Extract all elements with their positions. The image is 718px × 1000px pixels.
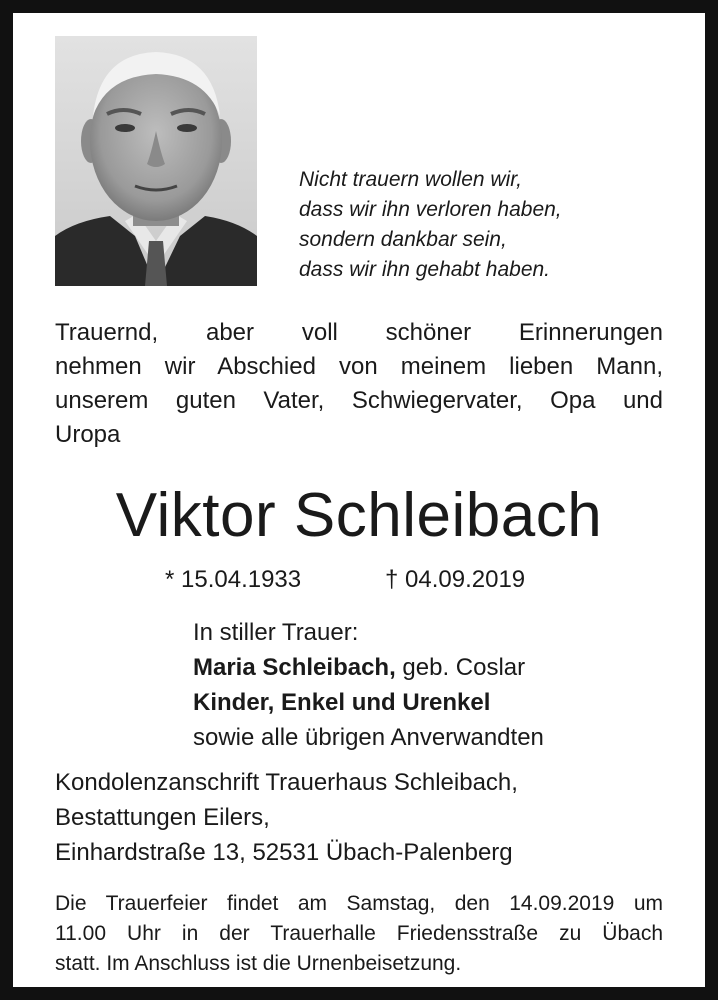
portrait-photo <box>55 36 257 286</box>
spouse-name: Maria Schleibach, <box>193 654 396 681</box>
portrait-image <box>55 36 257 286</box>
intro-line: Trauernd, aber voll schöner Erinnerungen <box>55 319 663 346</box>
death-date: † 04.09.2019 <box>385 566 526 593</box>
deceased-name: Viktor Schleibach <box>115 481 603 550</box>
poem-line: dass wir ihn verloren haben, <box>299 198 562 221</box>
funeral-line: statt. Im Anschluss ist die Urnenbeisetzung. <box>55 952 462 975</box>
family-line <box>193 685 544 720</box>
spouse-maiden-name: geb. Coslar <box>395 654 526 681</box>
mourners-heading: In stiller Trauer: <box>193 619 359 646</box>
spouse-line <box>193 650 544 685</box>
poem-line: dass wir ihn gehabt haben. <box>299 258 551 281</box>
address-line: Einhardstraße 13, 52531 Übach-Palenberg <box>55 839 513 866</box>
poem-line: Nicht trauern wollen wir, <box>299 168 522 191</box>
intro-line: nehmen wir Abschied von meinem lieben Mann, <box>55 353 663 380</box>
intro-line: Uropa <box>55 421 121 448</box>
intro-paragraph <box>55 316 663 452</box>
address-line: Bestattungen Eilers, <box>55 804 270 831</box>
funeral-info <box>55 889 663 979</box>
memorial-poem <box>299 165 629 285</box>
intro-line: unserem guten Vater, Schwiegervater, Opa und <box>55 387 663 414</box>
condolence-address <box>55 765 518 870</box>
address-line: Kondolenzanschrift Trauerhaus Schleibach, <box>55 769 518 796</box>
mourners-block <box>193 615 544 755</box>
birth-date: * 15.04.1933 <box>165 566 302 593</box>
funeral-line: 11.00 Uhr in der Trauerhalle Friedensstraße zu Übach <box>55 922 663 945</box>
family-names: Kinder, Enkel und Urenkel <box>193 689 491 716</box>
relatives-line: sowie alle übrigen Anverwandten <box>193 724 544 751</box>
funeral-line: Die Trauerfeier findet am Samstag, den 14.09.2019 um <box>55 892 663 915</box>
poem-line: sondern dankbar sein, <box>299 228 507 251</box>
